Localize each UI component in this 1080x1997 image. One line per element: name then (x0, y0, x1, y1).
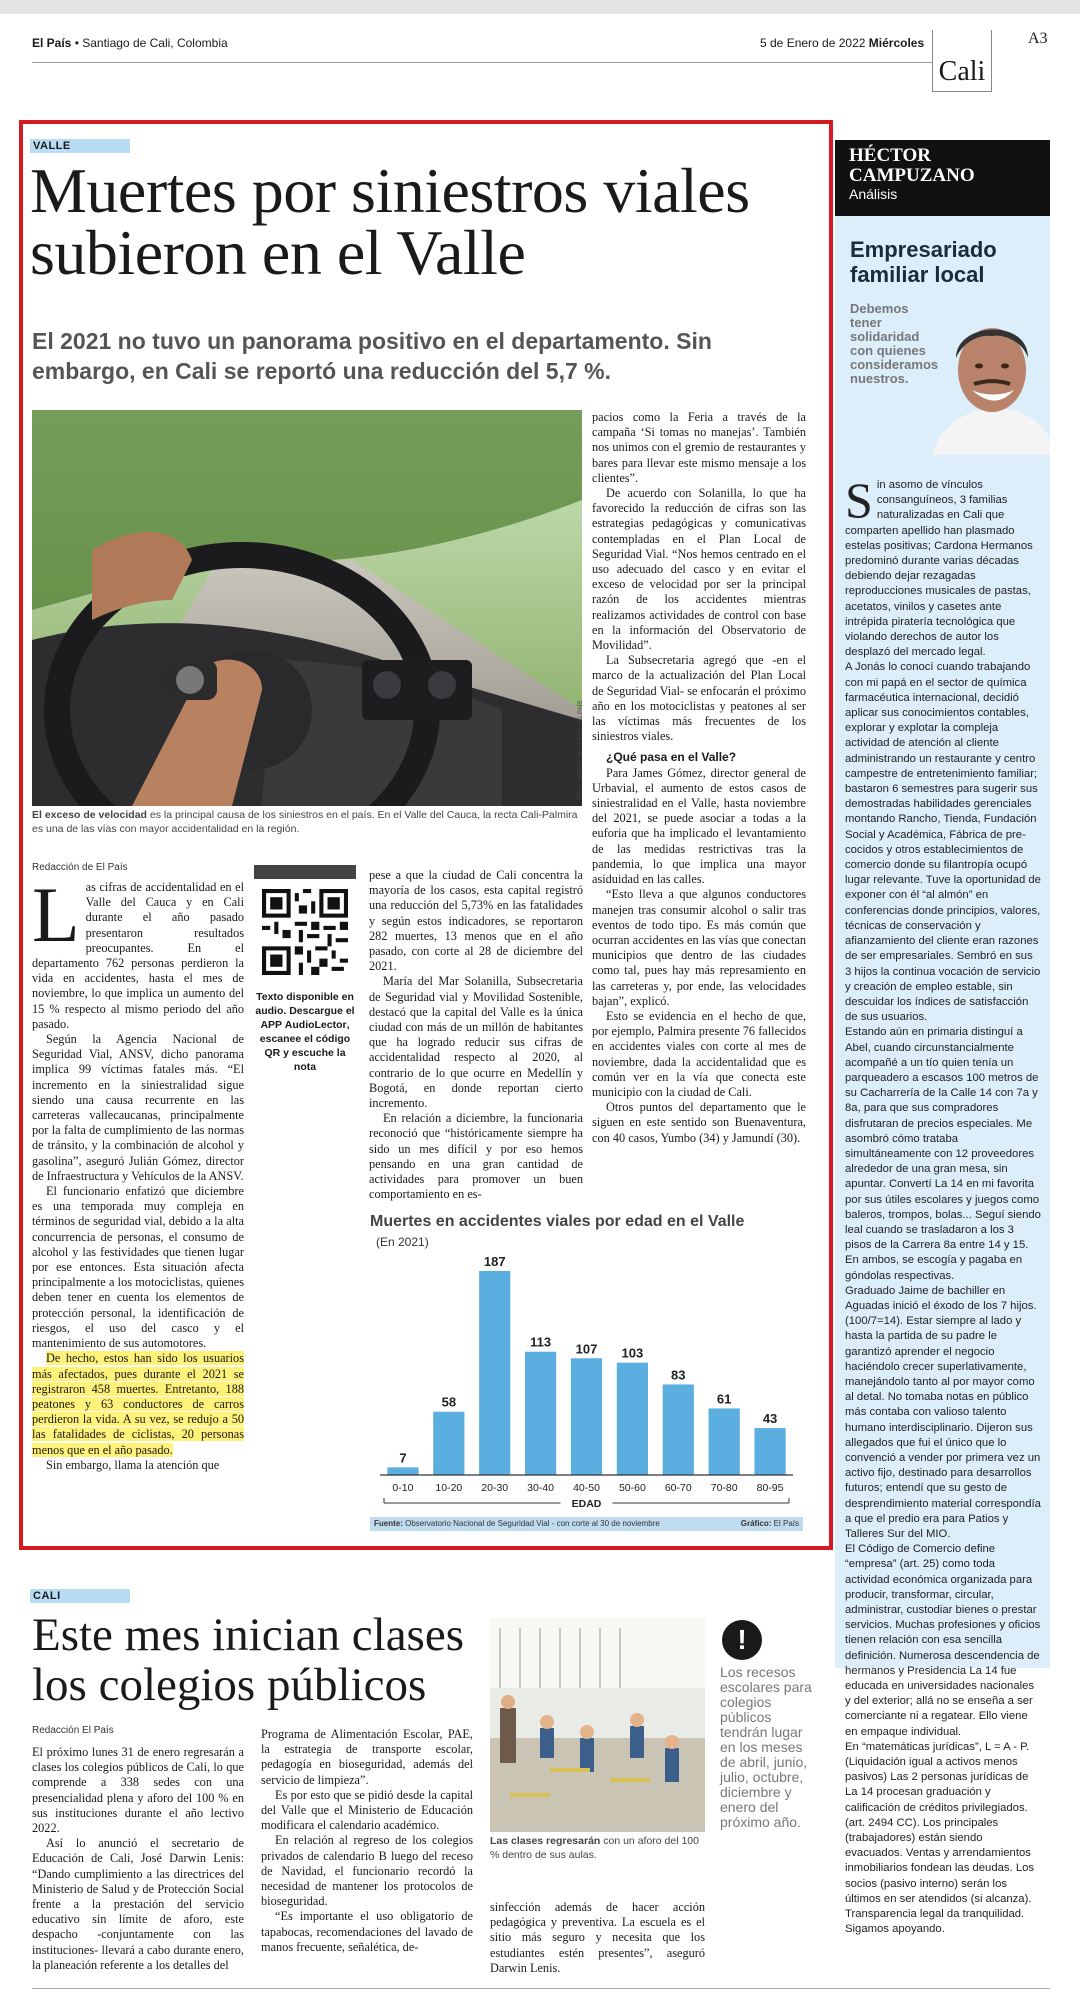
sidebar-quote: Debemos tener solidaridad con quienes consideramos nuestros. (850, 301, 939, 386)
col2-para-2: María del Mar Solanilla, Subsecretaria de Seguridad vial y Movilidad Sostenible, destacó que la capital del Valle es la única ciudad con más de un millón de habitantes que ha logrado reducir sus cifras de accidentalidad respecto al 2020, al contrario de lo que ocurre en Medellín y Bogotá, en donde reportan cierto incremento. (369, 974, 583, 1111)
chart-subtitle: (En 2021) (376, 1235, 429, 1249)
qr-app-name: AudioLector (284, 1019, 347, 1031)
second-photo-caption (490, 1834, 705, 1862)
article-photo (32, 410, 582, 806)
col3-para-2: De acuerdo con Solanilla, lo que ha favorecido la reducción de cifras son las estrategias pedagógicas y comunicativas contempladas en el Plan Local de Seguridad Vial. “Nos hemos centrado en el uso adecuado del casco y en evitar el exceso de velocidad por ser la principal razón de los accidentes mientras realizamos actividades de control con base en la información del Observatorio de Movilidad”. (592, 486, 806, 653)
x-tick-label: 30-40 (527, 1482, 555, 1494)
sidebar-body (845, 472, 1042, 1938)
article-column-3 (592, 410, 806, 1146)
col3-subheading: ¿Qué pasa en el Valle? (606, 750, 737, 765)
bar-70-80 (709, 1408, 740, 1475)
columnist-portrait (932, 300, 1050, 455)
bar-value-label: 113 (530, 1334, 552, 1350)
col3-para-1: pacios como la Feria a través de la campaña ‘Si tomas no manejas’. También nos unimos con el gremio de restaurantes y bares para llevar este mismo mensaje a los clientes”. (592, 410, 806, 485)
bar-value-label: 7 (399, 1450, 407, 1466)
col3-para-6: Esto se evidencia en el hecho de que, por ejemplo, Palmira presente 76 fallecidos en accidentes viales con corte al mes de noviembre, dada la accidentalidad que es común ver en la vía que conecta este municipio con la ciudad de Cali. (592, 1008, 806, 1099)
article-subtitle: El 2021 no tuvo un panorama positivo en el departamento. Sin embargo, en Cali se reportó una reducción del 5,7 %. (32, 328, 712, 384)
section-box (932, 30, 992, 92)
chart-source (370, 1517, 803, 1531)
chart-plot (370, 1253, 803, 1515)
bar-value-label: 58 (441, 1394, 457, 1410)
second-col1-para-1: El próximo lunes 31 de enero regresarán a clases los colegios públicos de Cali, lo que comprende a 338 sedes con una presencialidad plena y aforo del 100 % en sus instituciones durante el año lectivo 2022. (32, 1745, 244, 1836)
col3-para-3: La Subsecretaria agregó que -en el marco de la actualización del Plan Local de Seguridad Vial- se enfocarán el próximo año en los motociclistas y peatones al ser las víctimas más frecuentes de los siniestros viales. (592, 653, 806, 744)
second-article-title: Este mes inician clases los colegios públicos (32, 1609, 464, 1711)
article-column-1 (32, 871, 244, 1473)
second-col1-para-2: Así lo anunció el secretario de Educación de Cali, José Darwin Lenis: “Dando cumplimiento a las directrices del Ministerio de Salud y de Protección Social frente a la prestación del servicio educativo sin límite de aforo, este despacho -conjuntamente con las instituciones- llevará a cabo durante enero, la planeación referente a los detalles del (32, 1836, 244, 1972)
column-label: Análisis (849, 186, 898, 202)
chart-graphic-label: Gráfico: (740, 1519, 772, 1528)
bar-10-20 (433, 1412, 464, 1475)
sidebar-title: Empresariado familiar local (850, 237, 997, 287)
col3-para-5: “Esto lleva a que algunos conductores manejen tras consumir alcohol o salir tras eventos de todo tipo. Es más común que ocurran accidentes en las vías que conectan municipios que dentro de las ciudades como tal, pues hay más represamiento en las carreteras y, por ende, las velocidades bajan”, explicó. (592, 887, 806, 1008)
qr-top-bar (254, 865, 356, 879)
caption-bold: El exceso de velocidad (32, 809, 147, 821)
qr-box (254, 865, 356, 1074)
columnist-header (835, 140, 1050, 216)
byline: Redacción de El País (32, 862, 128, 873)
photo-caption (32, 808, 582, 836)
chart-graphic-text: El País (771, 1519, 799, 1528)
caption-text: es la principal causa de los siniestros en el país. En el Valle del Cauca, la recta Cali-Palmira es una de las vías con mayor accidentalidad en la región. (32, 809, 578, 835)
col3-para-4: Para James Gómez, director general de Urbavial, el aumento de estos casos de siniestralidad en el Valle, hasta noviembre del 2021, se puede asociar a todas a la euforia que ha implicado el levantamiento de las medidas restrictivas tras la pandemia, lo que implica una mayor asiduidad en las calles. (592, 765, 806, 887)
header-rule (32, 62, 932, 63)
x-tick-label: 10-20 (435, 1482, 463, 1494)
sidebar-para-1: in asomo de vínculos consanguíneos, 3 familias naturalizadas en Cali que comparten apellido han plasmado estelas positivas; Cardona Hermanos predominó durante varias décadas debiendo dejar rezagadas reproducciones musicales de pastas, acetatos, vinilos y casetes ante intrépida piratería tecnológica que violando derechos de autor los desplazó del mercado legal. (845, 479, 1033, 659)
second-caption-bold: Las clases regresarán (490, 1835, 601, 1847)
col2-para-1: pese a que la ciudad de Cali concentra la mayoría de los casos, esta capital registró una reducción del 5,73% en las fatalidades y según estos indicadores, se reportaron 282 muertes, 13 menos que en el año pasado, con corte al 28 de diciembre del 2021. (369, 868, 583, 974)
photo-credit: FOTO: JORGE ORDEZCO / EL PAÍS (578, 700, 584, 800)
columnist-last-name: CAMPUZANO (849, 165, 975, 186)
col2-para-3: En relación a diciembre, la funcionaria reconoció que “históricamente siempre ha sido un mes difícil y por eso hemos pensando en una gran cantidad de actividades para promover un buen comportamiento en es- (369, 1111, 583, 1202)
sidebar-para-3: Estando aún en primaria distinguí a Abel, cuando circunstancialmente acompañé a un tío quien tenía un parqueadero a escasos 100 metros de su Cacharrería de la Calle 14 con 7a y 8a, para que sus compradores disfrutaran de precios especiales. Me asombró cómo trataba simultáneamente con 12 proveedores alrededor de una gran mesa, sin apuntar. Convertí La 14 en mi favorita por sus útiles escolares y juegos como baleros, trompos, bolas... Seguí siendo leal cuando se trasladaron a los 3 pisos de la Carrera 8a entre 14 y 15. En ambos, se escogía y pagaba en góndolas respectivas. (845, 1026, 1041, 1282)
second-column-1 (32, 1745, 244, 1973)
columnist-first-name: HÉCTOR (849, 145, 932, 166)
second-col2-para-4: “Es importante el uso obligatorio de tapabocas, recomendaciones del lavado de manos frecuente, señalética, de- (261, 1909, 473, 1954)
second-column-3 (490, 1900, 705, 1976)
bar-20-30 (479, 1271, 510, 1475)
x-tick-label: 0-10 (392, 1482, 414, 1494)
sidebar-drop-cap: S (845, 472, 873, 528)
bar-value-label: 43 (762, 1411, 778, 1427)
x-tick-label: 20-30 (481, 1482, 509, 1494)
x-axis-label: EDAD (571, 1498, 602, 1510)
bar-value-label: 187 (483, 1254, 506, 1269)
second-col2-para-1: Programa de Alimentación Escolar, PAE, la estrategia de transporte escolar, pedagogía en bioseguridad, además del servicio de limpieza”. (261, 1727, 473, 1787)
header-weekday: Miércoles (868, 36, 925, 50)
bar-value-label: 83 (671, 1367, 686, 1383)
highlighted-passage: De hecho, estos han sido los usuarios más afectados, pues durante el 2021 se registraron 458 muertes. Entretanto, 188 peatones y 63 conductores de carros perdieron la vida. A su vez, se redujo a 50 las fatalidades de ciclistas, 20 personas menos que en el año pasado. (32, 1351, 244, 1457)
top-margin-bar (0, 0, 1080, 14)
header-date: 5 de Enero de 2022 (760, 36, 866, 50)
sidebar-para-6: En “matemáticas jurídicas”, L = A - P. (Liquidación igual a activos menos pasivos) Las 2 personas jurídicas de La 14 procesan graduación y calificación de créditos privilegiados. (art. 2494 CC). Los principales (trabajadores) están siendo evacuados. Ventas y arrendamientos inmobiliarios fondean las deudas. Los socios (pasivo interno) serán los últimos en ser atendidos (si alcanza). Transparencia legal da tranquilidad. Sigamos apoyando. (845, 1740, 1035, 1936)
bottom-rule (32, 1988, 1050, 1989)
columnist-portrait-illustration (932, 300, 1050, 455)
second-section-tag: CALI (30, 1589, 130, 1603)
col1-para-end: Sin embargo, llama la atención que (46, 1457, 220, 1472)
car-interior-illustration (32, 410, 582, 806)
x-tick-label: 80-95 (756, 1482, 784, 1494)
bar-value-label: 107 (575, 1341, 598, 1357)
page-number: A3 (1028, 30, 1048, 47)
page-header: El País • Santiago de Cali, Colombia (32, 36, 228, 50)
bar-value-label: 103 (621, 1345, 644, 1361)
header-date-block (760, 36, 924, 50)
section-tag: VALLE (30, 139, 130, 153)
bar-30-40 (525, 1352, 556, 1475)
x-tick-label: 60-70 (664, 1482, 692, 1494)
second-byline: Redacción El País (32, 1725, 114, 1736)
col3-para-7: Otros puntos del departamento que le siguen en este sentido son Buenaventura, con 40 casos, Yumbo (34) y Jamundí (30). (592, 1100, 806, 1145)
exclamation-icon: ! (722, 1620, 762, 1660)
section-name: Cali (938, 56, 986, 87)
second-quote: Los recesos escolares para colegios públicos tendrán lugar en los meses de abril, junio, julio, octubre, diciembre y enero del próximo año. (720, 1664, 812, 1830)
brand: El País (32, 36, 72, 50)
qr-code-icon[interactable] (262, 889, 348, 975)
article-title: Muertes por siniestros viales subieron en el Valle (30, 155, 750, 288)
classroom-illustration (490, 1618, 705, 1832)
bar-80-95 (754, 1428, 785, 1475)
drop-cap: L (32, 871, 80, 958)
bar-40-50 (571, 1358, 602, 1475)
x-tick-label: 70-80 (710, 1482, 738, 1494)
article-column-2 (369, 868, 583, 1202)
header-city: Santiago de Cali, Colombia (82, 36, 228, 50)
second-col2-para-2: Es por esto que se pidió desde la capital del Valle que el Ministerio de Educación modificara el calendario académico. (261, 1787, 473, 1833)
x-tick-label: 40-50 (573, 1482, 600, 1494)
sidebar-para-4: Graduado Jaime de bachiller en Aguadas inició el éxodo de los 7 hijos. (100/7=14). Estar siempre al lado y hasta la partida de su padre le garantizó aprender el negocio haciéndolo crecer superlativamente, manejándolo tanto al por mayor como al detal. No tomaba notas en público más contaba con valioso talento humano interdisciplinario. Dijeron sus allegados que fui el único que lo convenció a vender por primera vez un activo fijo, destinado para desarrollos futuros; entendí que su gesto de desprendimiento material correspondía a que el predio era para Patios y Talleres Sur del MIO. (845, 1284, 1041, 1541)
second-col3-para: sinfección además de hacer acción pedagógica y preventiva. La escuela es el sitio más seguro y necesita que los estudiantes estén presentes”, aseguró Darwin Lenis. (490, 1900, 705, 1975)
col1-para-1: as cifras de accidentalidad en el Valle del Cauca y en Cali durante el año pasado presentaron resultados preocupantes. En el departamento 762 personas perdieron la vida en accidentes, hasta el mes de noviembre, lo que implica un aumento del 15 % respecto al mismo periodo del año pasado. (32, 880, 244, 1031)
second-col2-para-3: En relación al regreso de los colegios privados de calendario B luego del receso de Navidad, el funcionario recordó la necesidad de mantener los protocolos de bioseguridad. (261, 1833, 473, 1909)
bar-0-10 (387, 1467, 418, 1475)
second-column-2 (261, 1727, 473, 1955)
second-caption-text: con un aforo del 100 % dentro de sus aulas. (490, 1835, 699, 1861)
chart-source-text: Observatorio Nacional de Seguridad Vial - con corte al 30 de noviembre (402, 1519, 660, 1528)
chart-source-label: Fuente: (374, 1519, 403, 1528)
col1-para-3: El funcionario enfatizó que diciembre es una temporada muy compleja en términos de seguridad vial, debido a la alta concurrencia de personas, el consumo de alcohol y las festividades que tienen lugar por ese entonces. Esta situación afecta principalmente a los motociclistas, quienes deben tener en cuenta los elementos de protección personal, la identificación de riesgos, el uso del casco y el mantenimiento de sus automotores. (32, 1184, 244, 1351)
qr-text-1: Texto disponible en audio. Descargue el APP (255, 991, 355, 1031)
bar-value-label: 61 (716, 1391, 732, 1407)
col1-para-2: Según la Agencia Nacional de Seguridad Vial, ANSV, dicho panorama implica 99 víctimas fatales más. “El incremento en la siniestralidad sigue siendo una causa recurrente en las carreteras vallecaucanas, principalmente por la falta de cumplimiento de las normas de tránsito, y la combinación de alcohol y gasolina”, aseguró Julián Gómez, director de Infraestructura y Vehículos de la ANSV. (32, 1032, 244, 1183)
sidebar-para-2: A Jonás lo conocí cuando trabajando con mi papá en el sector de química farmacéutica internacional, decidió aplicar sus conocimientos contables, explorar y explotar la compleja actividad de atención al cliente administrando un restaurante y centro campestre de entretenimiento familiar; bastaron 6 semestres para sugerir sus demostradas habilidades gerenciales montando Rancho, Tienda, Fundación Social y Académica, Fábrica de pre-cocidos y otros establecimientos de comercio donde su filantropía ocupó lugar relevante. Tuve la oportunidad de exponer con él “al almón” en conferencias donde principios, valores, técnicas de conservación y afianzamiento del cliente eran razones de ser empresariales. Sembró en sus 3 hijos la continua vocación de servicio y creación de empleo estable, sin descuidar los índices de satisfacción de sus usuarios. (845, 661, 1041, 1024)
bar-chart (370, 1213, 803, 1531)
bar-60-70 (663, 1384, 694, 1475)
qr-text-2: , escanee el código QR y escuche la nota (259, 1019, 351, 1073)
chart-title: Muertes en accidentes viales por edad en el Valle (370, 1213, 745, 1230)
sidebar-para-5: El Código de Comercio define “empresa” (art. 25) como toda actividad económica organizada para producir, transformar, circular, administrar, custodiar bienes o prestar servicios. Muchas profesiones y oficios tienen relación con esa sencilla definición. Numerosa descendencia de hermanos y Presidencia La 14 fue educada en universidades nacionales y del exterior; allá no se enseña a ser comerciante ni a regatear. Ello viene en empaque individual. (845, 1543, 1041, 1738)
bar-50-60 (617, 1363, 648, 1475)
x-tick-label: 50-60 (618, 1482, 646, 1494)
qr-instructions (254, 990, 356, 1074)
classroom-photo (490, 1618, 705, 1832)
